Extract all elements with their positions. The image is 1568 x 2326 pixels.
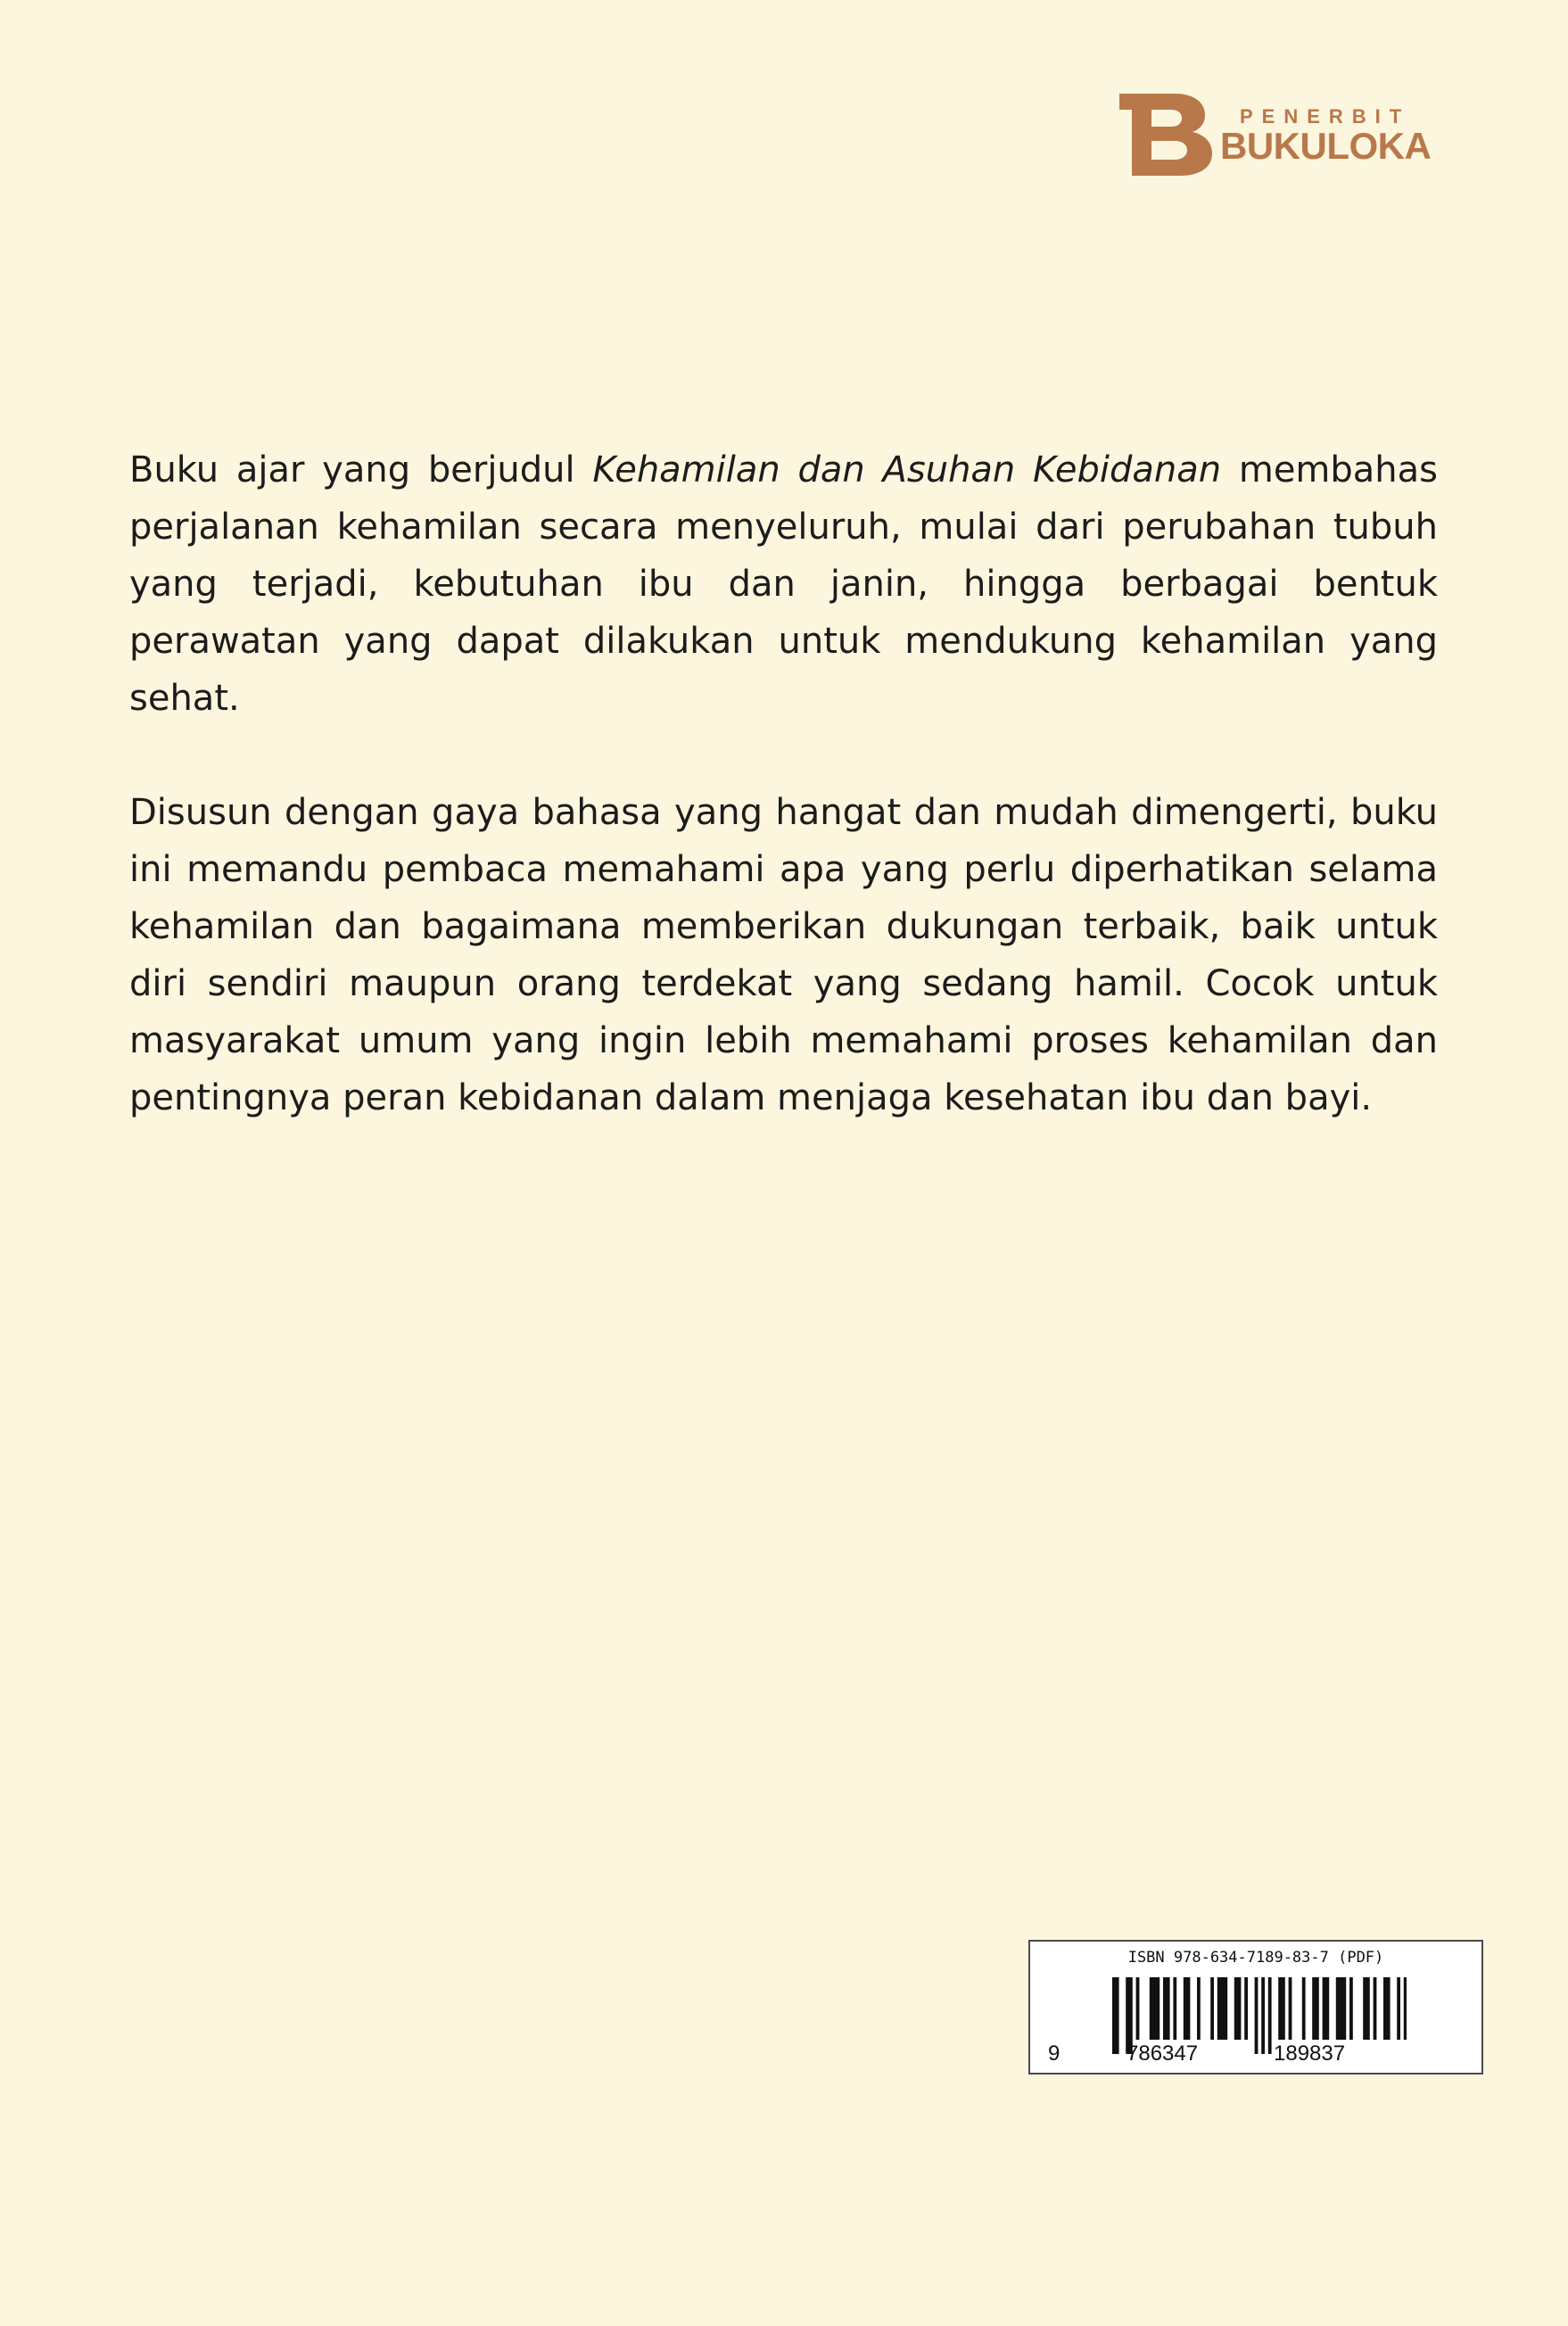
paragraph-1-lead: Buku ajar yang berjudul	[129, 450, 593, 491]
barcode-bar	[1349, 1977, 1353, 2040]
barcode-left-digits: 786347	[1126, 2041, 1199, 2066]
barcode-bar	[1289, 1977, 1292, 2040]
isbn-label: ISBN 978-634-7189-83-7 (PDF)	[1127, 1949, 1384, 1967]
barcode-bar	[1363, 1977, 1370, 2040]
barcode-bar	[1234, 1977, 1242, 2040]
barcode-right-digits: 189837	[1274, 2041, 1346, 2066]
barcode-bar	[1197, 1977, 1201, 2040]
barcode-bar	[1268, 1977, 1272, 2054]
publisher-logo	[1119, 89, 1440, 187]
barcode-bar	[1323, 1977, 1330, 2040]
barcode-bar	[1278, 1977, 1285, 2040]
isbn-barcode	[1028, 1940, 1483, 2074]
barcode-bar	[1261, 1977, 1265, 2054]
bukuloka-b-logo-icon	[1119, 94, 1219, 176]
barcode-bar	[1210, 1977, 1214, 2040]
barcode-bar	[1312, 1977, 1319, 2040]
barcode-bar	[1217, 1977, 1227, 2040]
barcode-bar	[1302, 1977, 1306, 2040]
barcode-bar	[1336, 1977, 1346, 2040]
barcode-bar	[1404, 1977, 1407, 2040]
barcode-bar	[1136, 1977, 1140, 2040]
barcode-bar	[1112, 1977, 1119, 2054]
description-paragraph-1	[129, 441, 1438, 727]
barcode-bar	[1383, 1977, 1391, 2040]
book-title: Kehamilan dan Asuhan Kebidanan	[592, 450, 1222, 491]
barcode-bar	[1374, 1977, 1377, 2040]
barcode-first-digit: 9	[1048, 2041, 1060, 2066]
book-description	[129, 441, 1438, 1126]
barcode-bar	[1163, 1977, 1170, 2040]
description-paragraph-2: Disusun dengan gaya bahasa yang hangat dan mudah dimengerti, buku ini memandu pembaca memahami apa yang perlu diperhatikan selama kehamilan dan bagaimana memberikan dukungan terbaik, baik untuk diri sendiri maupun orang terdekat yang sedang hamil. Cocok untuk masyarakat umum yang ingin lebih memahami proses kehamilan dan pentingnya peran kebidanan dalam menjaga kesehatan ibu dan bayi.	[129, 792, 1438, 1118]
barcode-bar	[1184, 1977, 1191, 2040]
publisher-name: BUKULOKA	[1220, 125, 1432, 167]
barcode-bar	[1150, 1977, 1159, 2040]
barcode-bar	[1255, 1977, 1259, 2054]
paragraph-1-rest: membahas perjalanan kehamilan secara menyeluruh, mulai dari perubahan tubuh yang terjadi, kebutuhan ibu dan janin, hingga berbagai bentuk perawatan yang dapat dilakukan untuk mendukung kehamilan yang sehat.	[129, 450, 1438, 719]
barcode-bar	[1397, 1977, 1400, 2040]
publisher-label: PENERBIT	[1240, 105, 1411, 128]
barcode-bar	[1244, 1977, 1248, 2040]
barcode-bar	[1173, 1977, 1176, 2040]
